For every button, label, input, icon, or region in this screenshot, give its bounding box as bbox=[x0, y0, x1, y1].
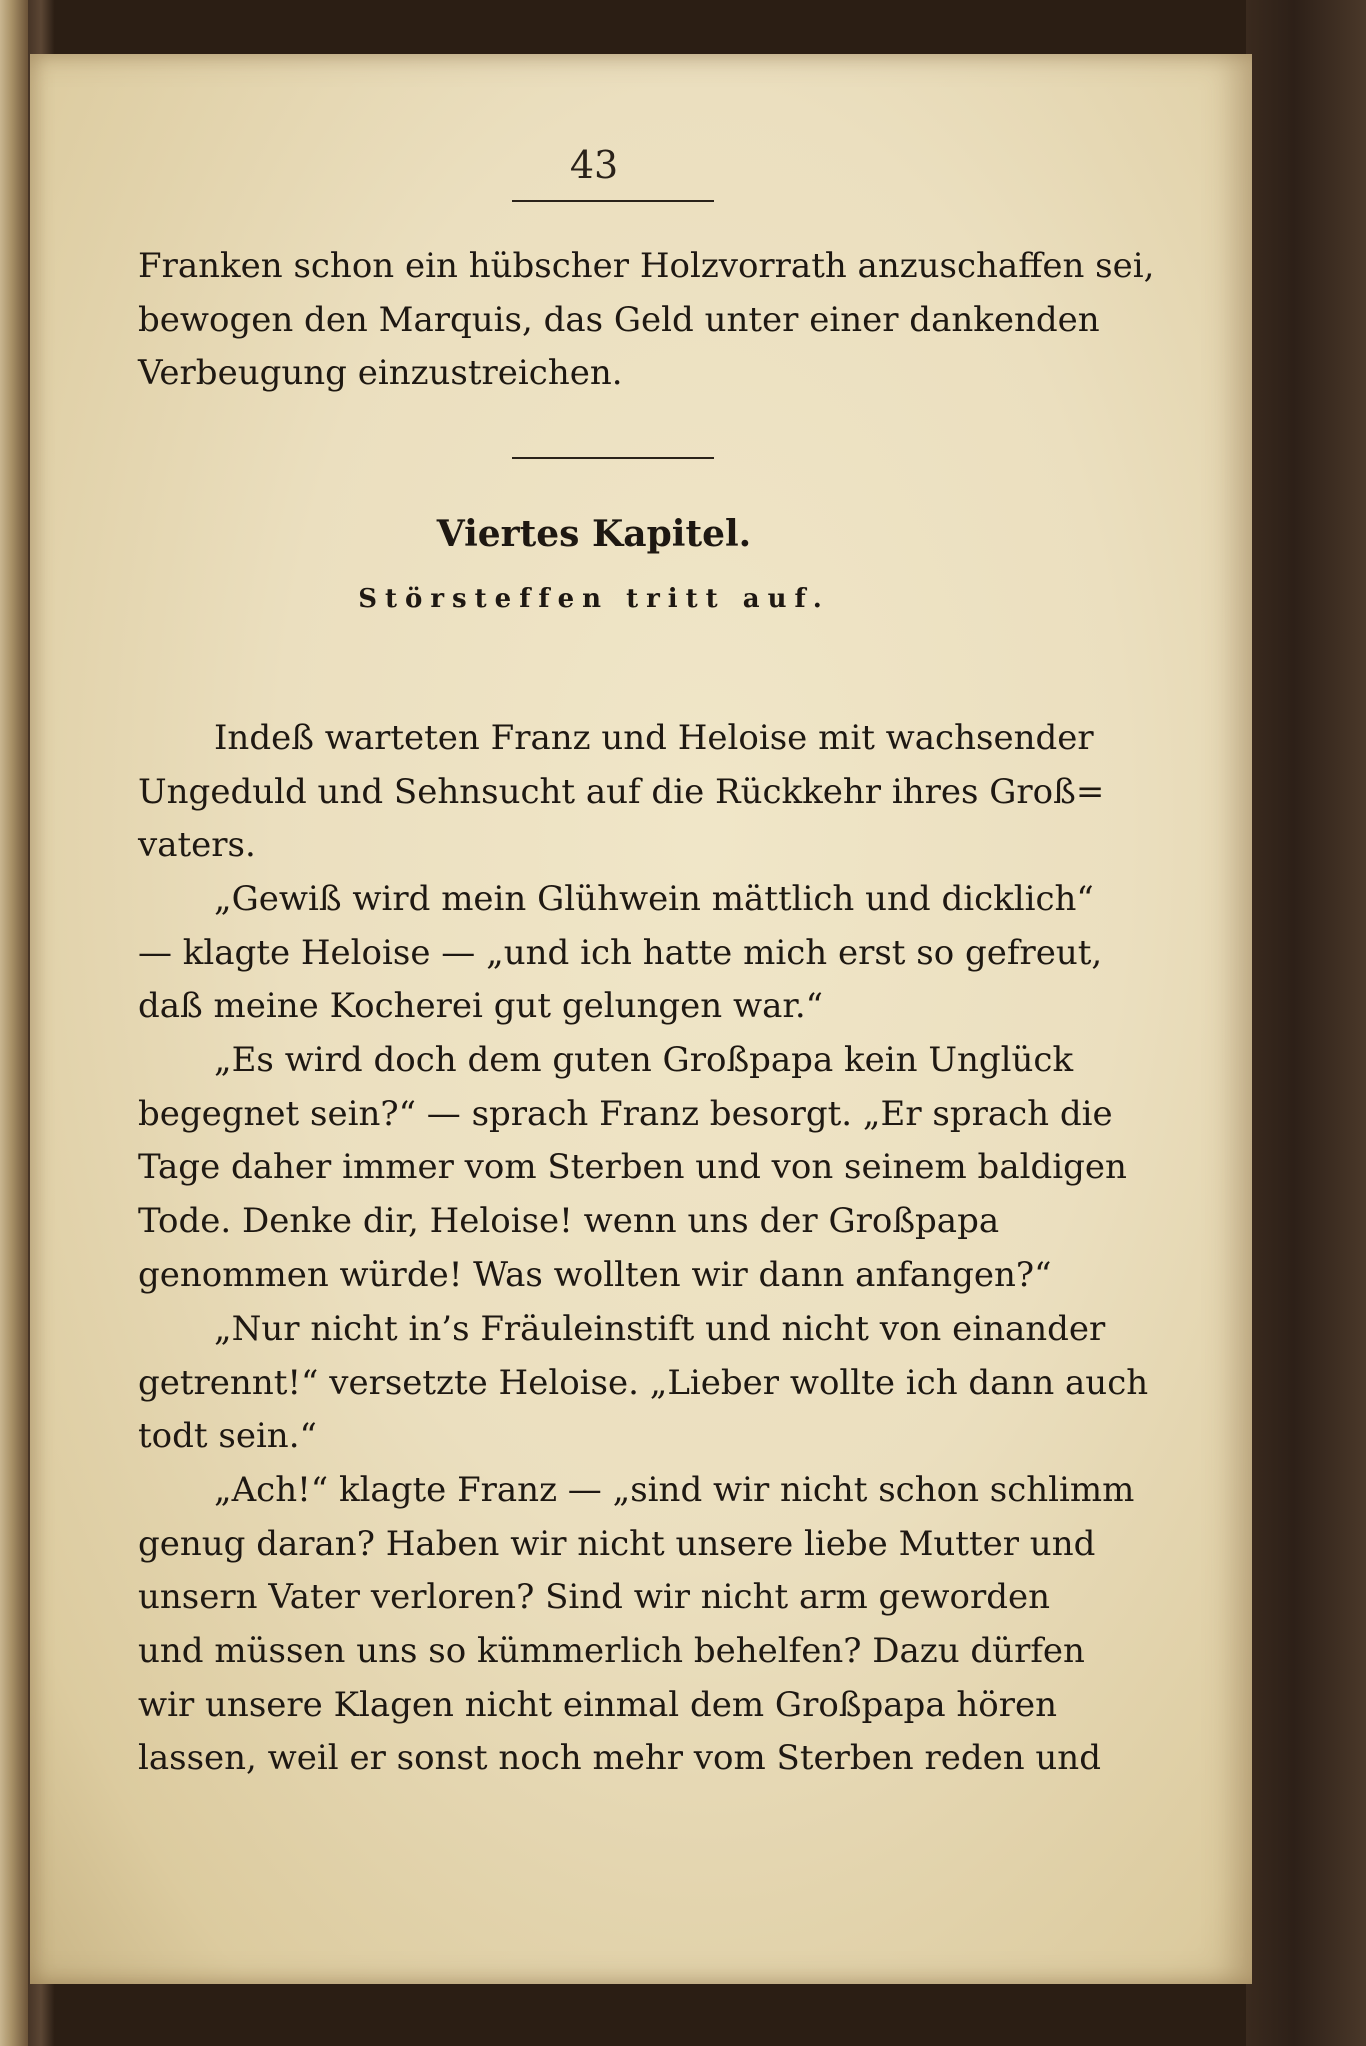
book-cover-edge bbox=[1246, 0, 1366, 2046]
text-line: Verbeugung einzustreichen. bbox=[138, 353, 623, 394]
chapter-subtitle: Störsteffen tritt auf. bbox=[358, 584, 830, 614]
text-line: daß meine Kocherei gut gelungen war.“ bbox=[138, 986, 824, 1027]
paragraph bbox=[138, 712, 1105, 873]
text-line: „Es wird doch dem guten Großpapa kein Unglück bbox=[214, 1040, 1074, 1080]
paragraph bbox=[138, 873, 1103, 1034]
text-line: Ungeduld und Sehnsucht auf die Rückkehr ihres Groß= bbox=[138, 771, 1105, 812]
text-line: vaters. bbox=[138, 825, 256, 866]
text-line: genug daran? Haben wir nicht unsere liebe Mutter und bbox=[138, 1523, 1096, 1564]
text-line: Franken schon ein hübscher Holzvorrath anzuschaffen sei, bbox=[138, 246, 1155, 286]
text-line: getrennt!“ versetzte Heloise. „Lieber wollte ich dann auch bbox=[138, 1362, 1149, 1403]
text-line: — klagte Heloise — „und ich hatte mich erst so gefreut, bbox=[138, 932, 1103, 973]
text-line: lassen, weil er sonst noch mehr vom Sterben reden und bbox=[138, 1738, 1101, 1779]
text-line: begegnet sein?“ — sprach Franz besorgt. „Er sprach die bbox=[138, 1093, 1113, 1134]
text-line: Indeß warteten Franz und Heloise mit wachsender bbox=[214, 718, 1094, 758]
text-line: unsern Vater verloren? Sind wir nicht arm geworden bbox=[138, 1577, 1051, 1618]
text-line: „Ach!“ klagte Franz — „sind wir nicht schon schlimm bbox=[214, 1470, 1135, 1510]
text-line: bewogen den Marquis, das Geld unter einer dankenden bbox=[138, 299, 1100, 340]
text-line: genommen würde! Was wollten wir dann anfangen?“ bbox=[138, 1254, 1052, 1295]
paragraph bbox=[138, 1303, 1149, 1464]
chapter-divider-rule bbox=[512, 457, 714, 459]
previous-page-edge bbox=[0, 0, 28, 2046]
text-line: „Gewiß wird mein Glühwein mättlich und dicklich“ bbox=[214, 879, 1094, 919]
header-rule bbox=[512, 200, 714, 202]
text-line: Tode. Denke dir, Heloise! wenn uns der Großpapa bbox=[138, 1201, 1000, 1242]
text-line: und müssen uns so kümmerlich behelfen? Dazu dürfen bbox=[138, 1631, 1085, 1672]
text-line: „Nur nicht in’s Fräuleinstift und nicht von einander bbox=[214, 1309, 1106, 1349]
chapter-title: Viertes Kapitel. bbox=[436, 513, 752, 555]
paragraph bbox=[138, 1034, 1127, 1302]
page-number: 43 bbox=[569, 143, 619, 187]
paragraph bbox=[138, 1464, 1135, 1786]
text-line: todt sein.“ bbox=[138, 1416, 317, 1457]
text-line: wir unsere Klagen nicht einmal dem Großpapa hören bbox=[138, 1684, 1058, 1725]
opening-paragraph bbox=[138, 240, 1155, 401]
text-line: Tage daher immer vom Sterben und von seinem baldigen bbox=[138, 1147, 1127, 1188]
book-page bbox=[30, 54, 1252, 1984]
